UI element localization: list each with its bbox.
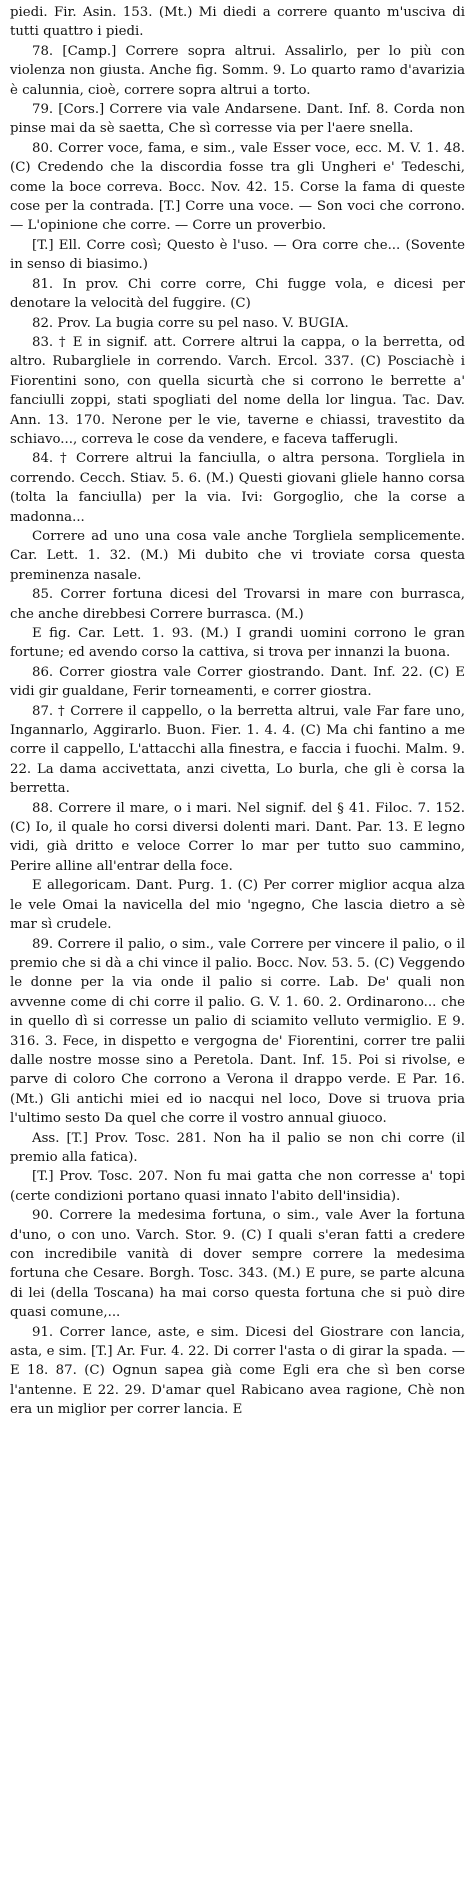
entry-77-continuation: piedi. Fir. Asin. 153. (Mt.) Mi diedi a correre quanto m'usciva di tutti quattro i piedi. (10, 5, 465, 40)
entry-86: 86. Correr giostra vale Correr giostrando. Dant. Inf. 22. (C) E vidi gir gualdane, Ferir torneamenti, e correr giostra. (10, 664, 465, 700)
entry-79: 79. [Cors.] Correre via vale Andarsene. Dant. Inf. 8. Corda non pinse mai da sè saetta, Che sì corresse via per l'aere snella. (10, 102, 465, 137)
entry-85: 85. Correr fortuna dicesi del Trovarsi in mare con burrasca, che anche direbbesi Correre burrasca. (M.) (10, 587, 465, 622)
entry-91: 91. Correr lance, aste, e sim. Dicesi del Giostrare con lancia, asta, e sim. [T.] Ar. Fur. 4. 22. Di correr l'asta o di girar la spada. — E 18. 87. (C) Ognun sapea già come Egli era che sì ben corse l'antenne. E 22. 29. D'amar quel Rabicano avea ragione, Chè non era un miglior per correr lancia. E (10, 1324, 465, 1418)
entry-89: 89. Correre il palio, o sim., vale Correre per vincere il palio, o il premio che si dà a chi vince il palio. Bocc. Nov. 53. 5. (C) Veggendo le donne per la via onde il palio si corre. Lab. De' quali non avvenne come di chi corre il palio. G. V. 1. 60. 2. Ordinarono... che in quello dì si corresse un palio di sciamito velluto vermiglio. E 9. 316. 3. Fece, in dispetto e vergogna de' Fiorentini, correr tre palii dalle nostre mosse sino a Peretola. Dant. Inf. 15. Poi si rivolse, e parve di coloro Che corrono a Verona il drappo verde. E Par. 16. (Mt.) Gli antichi miei ed io nacqui nel loco, Dove si truova pria l'ultimo sesto Da quel che corre il vostro annual giuoco. (10, 936, 465, 1127)
entry-84: 84. † Correre altrui la fanciulla, o altra persona. Torgliela in correndo. Cecch. Stiav. 5. 6. (M.) Questi giovani gliele hanno corsa (tolta la fanciulla) per la via. Ivi: Gorgoglio, che la corse a madonna... (10, 451, 465, 525)
entry-82: 82. Prov. La bugia corre su pel naso. V. BUGIA. (32, 315, 349, 331)
entry-85-figurative: E fig. Car. Lett. 1. 93. (M.) I grandi uomini corrono le gran fortune; ed avendo corso la cattiva, si trova per innanzi la buona. (10, 626, 465, 661)
entry-81: 81. In prov. Chi corre corre, Chi fugge vola, e dicesi per denotare la velocità del fuggire. (C) (10, 276, 465, 312)
entry-88-allegorical: E allegoricam. Dant. Purg. 1. (C) Per correr miglior acqua alza le vele Omai la navicella del mio 'ngegno, Che lascia dietro a sè mar sì crudele. (10, 878, 465, 933)
entry-89-proverb: [T.] Prov. Tosc. 207. Non fu mai gatta che non corresse a' topi (certe condizioni portano quasi innato l'abito dell'insidia). (10, 1169, 465, 1204)
entry-88: 88. Correre il mare, o i mari. Nel signif. del § 41. Filoc. 7. 152. (C) Io, il quale ho corsi diversi dolenti mari. Dant. Par. 13. E legno vidi, già dritto e veloce Correr lo mar per tutto suo cammino, Perire alline all'entrar della foce. (10, 800, 465, 874)
entry-83: 83. † E in signif. att. Correre altrui la cappa, o la berretta, od altro. Rubargliele in correndo. Varch. Ercol. 337. (C) Posciachè i Fiorentini sono, con quella sicurtà che si corrono le berrette a' fanciulli zoppi, stati spogliati del nome della lor lingua. Tac. Dav. Ann. 13. 170. Nerone per le vie, taverne e chiassi, travestito da schiavo..., correva le cose da vendere, e faceva tafferugli. (10, 334, 465, 447)
entry-84-sub: Correre ad uno una cosa vale anche Torgliela semplicemente. Car. Lett. 1. 32. (M.) Mi dubito che vi troviate corsa questa preminenza nasale. (10, 528, 465, 583)
entry-89-absolute: Ass. [T.] Prov. Tosc. 281. Non ha il palio se non chi corre (il premio alla fatica). (10, 1130, 465, 1165)
entry-78: 78. [Camp.] Correre sopra altrui. Assalirlo, per lo più con violenza non giusta. Anche fig. Somm. 9. Lo quarto ramo d'avarizia è calunnia, cioè, correre sopra altrui a torto. (10, 43, 465, 98)
entry-87: 87. † Correre il cappello, o la berretta altrui, vale Far fare uno, Ingannarlo, Aggirarlo. Buon. Fier. 1. 4. 4. (C) Ma chi fantino a me corre il cappello, L'attacchi alla finestra, e faccia i fuochi. Malm. 9. 22. La dama accivettata, anzi civetta, Lo burla, che gli è corsa la berretta. (10, 703, 465, 797)
entry-90: 90. Correre la medesima fortuna, o sim., vale Aver la fortuna d'uno, o con uno. Varch. Stor. 9. (C) I quali s'eran fatti a credere con incredibile vanità di dover sempre correre la medesima fortuna che Cesare. Borgh. Tosc. 343. (M.) E pure, se parte alcuna di lei (della Toscana) ha mai corso questa fortuna che si può dire quasi comune,... (10, 1208, 465, 1321)
entry-80-ellipsis: [T.] Ell. Corre così; Questo è l'uso. — Ora corre che... (Sovente in senso di biasimo.) (10, 237, 465, 273)
entry-80: 80. Correr voce, fama, e sim., vale Esser voce, ecc. M. V. 1. 48. (C) Credendo che la discordia fosse tra gli Ungheri e' Tedeschi, come la boce correva. Bocc. Nov. 42. 15. Corse la fama di queste cose per la contrada. [T.] Corre una voce. — Son voci che corrono. — L'opinione che corre. — Corre un proverbio. (10, 140, 465, 234)
